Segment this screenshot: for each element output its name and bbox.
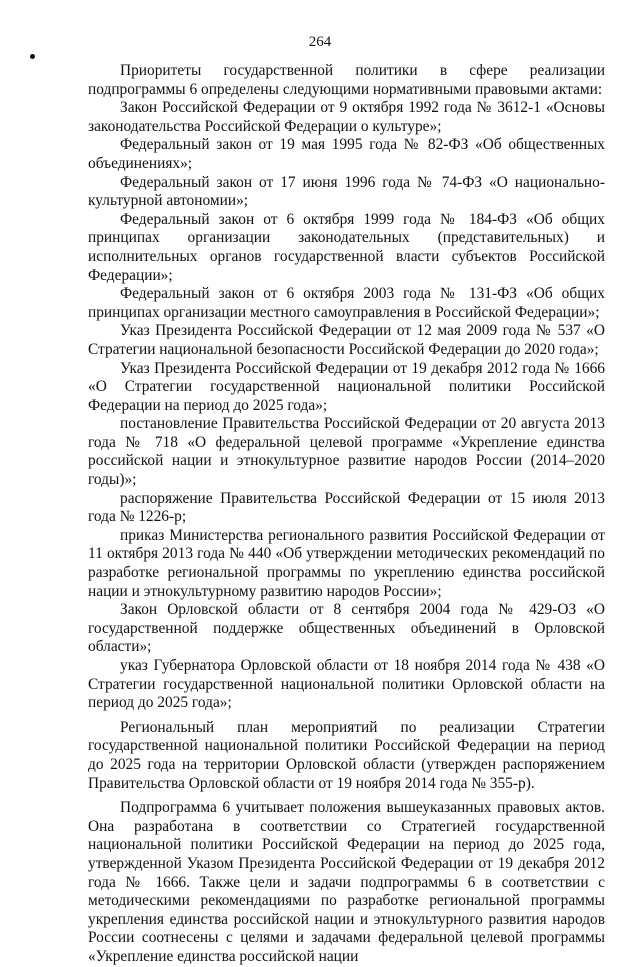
paragraph-governor-decree-438: указ Губернатора Орловской области от 18 ноября 2014 года № 438 «О Стратегии государственной национальной политики Орловской области на период до 2025 года»; [88,657,605,712]
paragraph-decree-national-policy: Указ Президента Российской Федерации от 19 декабря 2012 года № 1666 «О Стратегии государственной национальной политики Российской Федерации на период до 2025 года»; [88,359,605,414]
margin-dot [30,54,35,59]
page-number: 264 [308,34,332,50]
paragraph-resolution-federal-program: постановление Правительства Российской Федерации от 20 августа 2013 года № 718 «О федеральной целевой программе «Укрепление единства российской нации и этнокультурное развитие народов России (2014–2020 годы)»; [88,415,605,489]
paragraph-order-1226: распоряжение Правительства Российской Федерации от 15 июля 2013 года № 1226-р; [88,489,605,526]
paragraph-subprogram-summary: Подпрограмма 6 учитывает положения вышеуказанных правовых актов. Она разработана в соответствии со Стратегией государственной национальной политики Российской Федерации на период до 2025 года, утвержденной Указом Президента Российской Федерации от 19 декабря 2012 года № 1666. Также цели и задачи подпрограммы 6 в соответствии с методическими рекомендациями по разработке региональной программы укрепления единства российской нации и этнокультурного развития народов России соотнесены с целями и задачами федеральной целевой программы «Укрепление единства российской нации [88,799,605,965]
paragraph-ministry-order-440: приказ Министерства регионального развития Российской Федерации от 11 октября 2013 года № 440 «Об утверждении методических рекомендаций по разработке региональной программы по укреплению единства российской нации и этнокультурному развитию народов России»; [88,526,605,600]
paragraph-law-national-cultural-autonomy: Федеральный закон от 17 июня 1996 года № 74-ФЗ «О национально-культурной автономии»; [88,173,605,210]
document-body [88,62,605,967]
paragraph-regional-action-plan: Региональный план мероприятий по реализации Стратегии государственной национальной политики Российской Федерации на период до 2025 года на территории Орловской области (утвержден распоряжением Правительства Орловской области от 19 ноября 2014 года № 355-р). [88,718,605,792]
paragraph-law-local-self-government: Федеральный закон от 6 октября 2003 года № 131-ФЗ «Об общих принципах организации местного самоуправления в Российской Федерации»; [88,285,605,321]
paragraph-orel-law-429: Закон Орловской области от 8 сентября 2004 года № 429-ОЗ «О государственной поддержке общественных объединений в Орловской области»; [88,601,605,656]
paragraph-priorities-intro: Приоритеты государственной политики в сфере реализации подпрограммы 6 определены следующими нормативными правовыми актами: [88,62,605,98]
paragraph-law-culture: Закон Российской Федерации от 9 октября 1992 года № 3612-1 «Основы законодательства Российской Федерации о культуре»; [88,99,605,135]
paragraph-law-public-associations: Федеральный закон от 19 мая 1995 года № 82-ФЗ «Об общественных объединениях»; [88,136,605,172]
paragraph-law-regional-authorities: Федеральный закон от 6 октября 1999 года № 184-ФЗ «Об общих принципах организации законодательных (представительных) и исполнительных органов государственной власти субъектов Российской Федерации»; [88,210,605,284]
paragraph-decree-national-security: Указ Президента Российской Федерации от 12 мая 2009 года № 537 «О Стратегии национальной безопасности Российской Федерации до 2020 года»; [88,322,605,358]
